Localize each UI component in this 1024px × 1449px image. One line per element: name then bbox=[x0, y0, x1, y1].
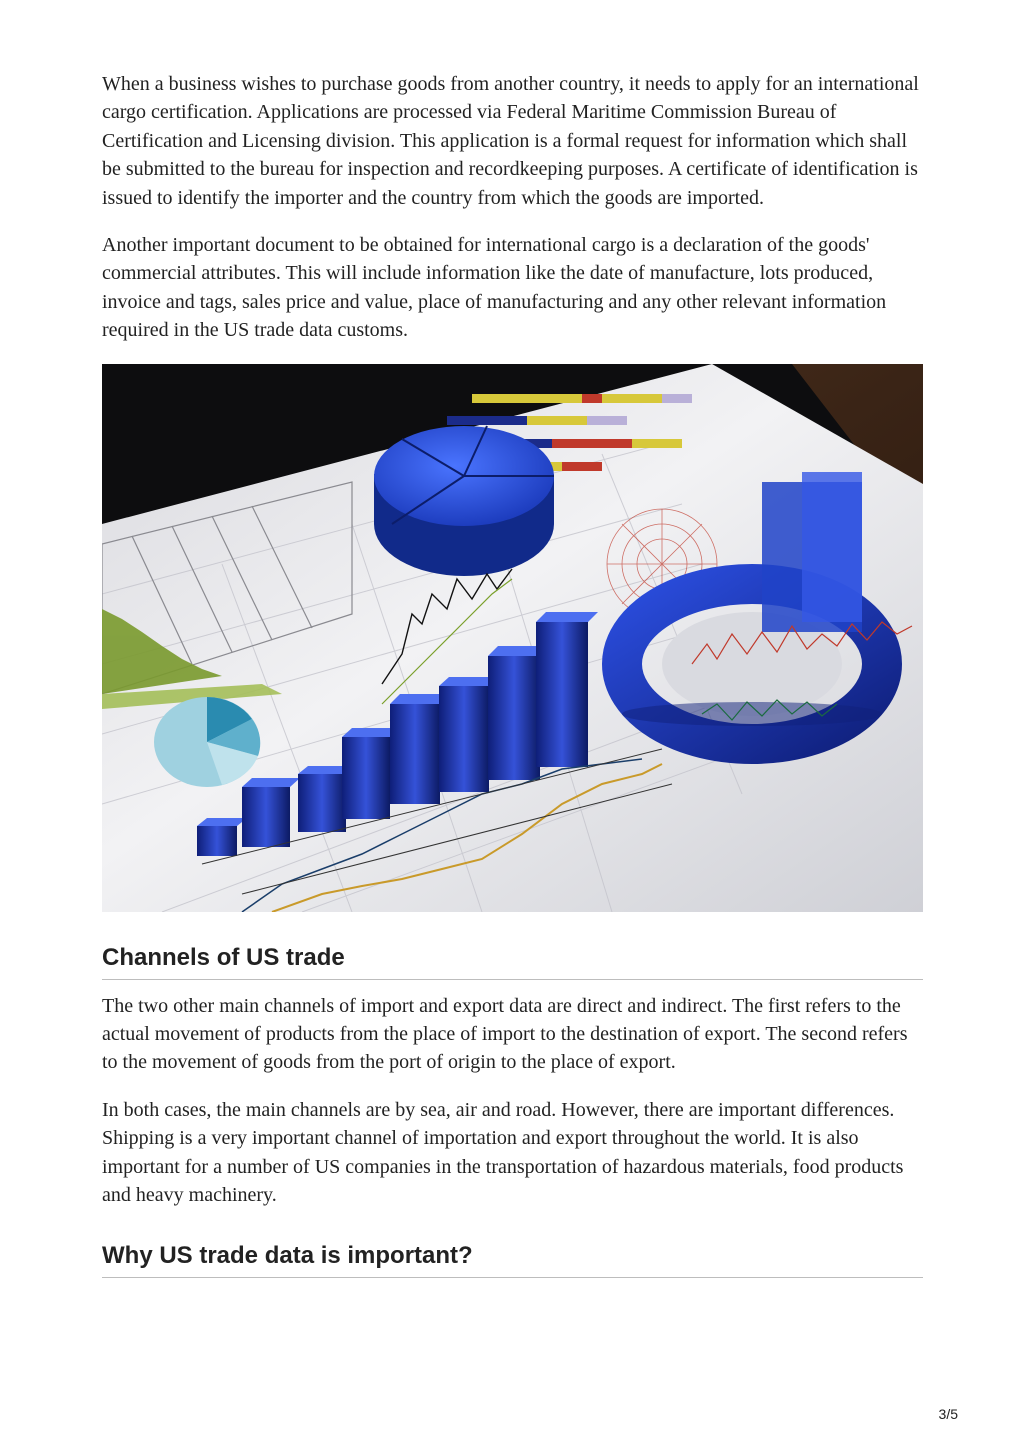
intro-paragraph-2: Another important document to be obtained for international cargo is a declaration of the goods' commercial attributes. This will include information like the date of manufacture, lots produced, invoice and tags, sales price and value, place of manufacturing and any other relevant information required in the US trade data customs. bbox=[102, 234, 887, 342]
intro-paragraph-1: When a business wishes to purchase goods from another country, it needs to apply for an international cargo certification. Applications are processed via Federal Maritime Commission Bureau of Certification and Licensing division. This application is a formal request for information which shall be submitted to the bureau for inspection and recordkeeping purposes. A certificate of identification is issued to identify the importer and the country from which the goods are imported. bbox=[102, 73, 919, 209]
article bbox=[102, 70, 923, 1278]
channels-paragraph-1: The two other main channels of import and export data are direct and indirect. The first refers to the actual movement of products from the place of import to the destination of export. The second refers to the movement of goods from the port of origin to the place of export. bbox=[102, 994, 908, 1074]
section-heading-why-important: Why US trade data is important? bbox=[102, 1241, 923, 1278]
small-pie-chart bbox=[154, 697, 260, 787]
section-heading-channels: Channels of US trade bbox=[102, 943, 923, 980]
financial-charts-tablet-photo bbox=[102, 364, 923, 912]
channels-paragraph-2: In both cases, the main channels are by sea, air and road. However, there are important differences. Shipping is a very important channel of importation and export throughout the world. It is also important for a number of US companies in the transportation of hazardous materials, food products and heavy machinery. bbox=[102, 1098, 904, 1207]
page-number: 3/5 bbox=[938, 1406, 958, 1422]
blue-pie-chart bbox=[374, 426, 554, 576]
